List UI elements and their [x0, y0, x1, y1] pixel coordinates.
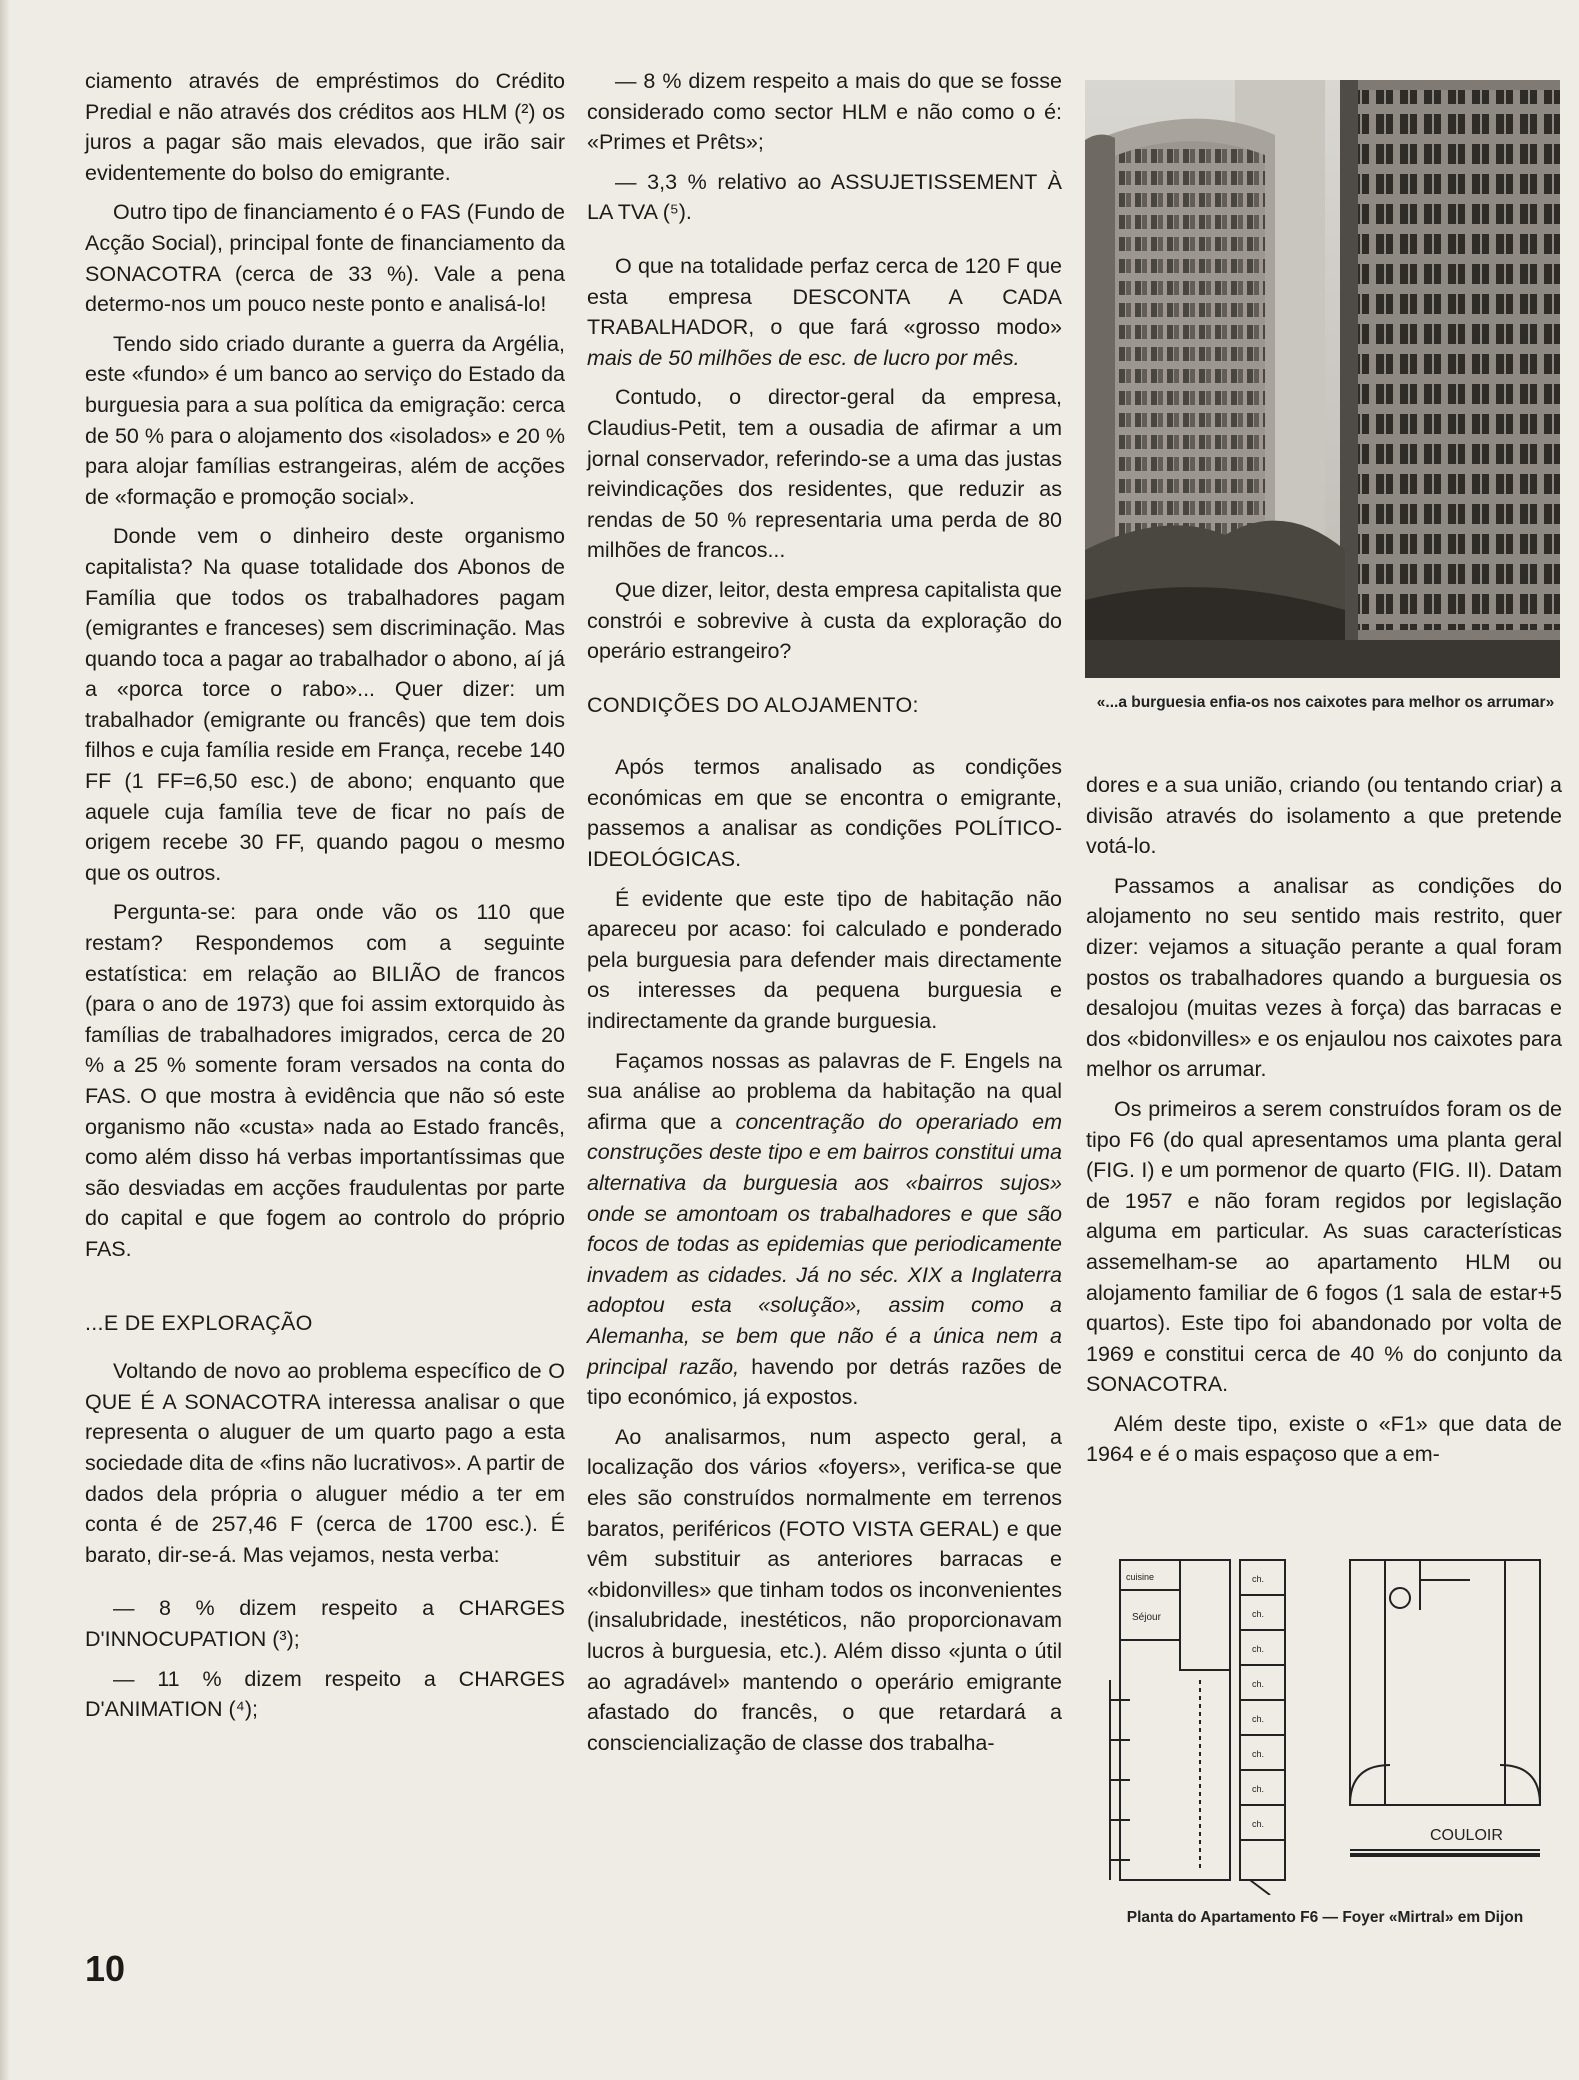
page-number: 10: [85, 1948, 126, 1989]
paragraph: Contudo, o director-geral da empresa, Claudius-Petit, tem a ousadia de afirmar a um jornal conservador, referindo-se a uma das justas reivindicações dos residentes, que reduzir as rendas de 50 % representaria uma perda de 80 milhões de francos...: [587, 385, 1062, 563]
plan-label-room: ch.: [1252, 1749, 1265, 1759]
building-photo: [1085, 80, 1560, 678]
emphasis: concentração do operariado em construções deste tipo e em bairros constitui uma alternativa da burguesia aos «bairros sujos» onde se amontoam os trabalhadores e que são focos de todas as epidemias que periodicamente invadem as cidades. Já no séc. XIX a Inglaterra adoptou esta «solução», assim como a Alemanha, se bem que não é a única nem a principal razão,: [587, 1109, 1062, 1379]
plan-caption: Planta do Apartamento F6 — Foyer «Mirtral» em Dijon: [1126, 1909, 1524, 1926]
plan-label-room: ch.: [1252, 1609, 1265, 1619]
paragraph: Após termos analisado as condições económicas em que se encontra o emigrante, passemos a analisar as condições POLÍTICO-IDEOLÓGICAS.: [587, 755, 1062, 872]
plan-label-sejour: Séjour: [1132, 1612, 1161, 1623]
list-item: — 3,3 % relativo ao ASSUJETISSEMENT À LA TVA (⁵).: [587, 169, 1062, 225]
list-item: — 8 % dizem respeito a CHARGES D'INNOCUPATION (³);: [85, 1596, 565, 1651]
plan-label-room: ch.: [1252, 1574, 1265, 1584]
paragraph: Ao analisarmos, num aspecto geral, a localização dos vários «foyers», verifica-se que eles são construídos normalmente em terrenos baratos, periféricos (FOTO VISTA GERAL) e que vêm substituir as anteriores barracas e «bidonvilles» que tinham todos os inconvenientes (insalubridade, inestéticos, não proporcionavam lucros à burguesia, etc.). Além disso «junta o útil ao agradável» mantendo o operário emigrante afastado do francês, o que retardará a consciencialização de classe dos trabalha-: [587, 1424, 1062, 1755]
plan-label-room: ch.: [1252, 1644, 1265, 1654]
spacer: [587, 237, 1062, 251]
text-run: Façamos nossas as palavras de F. Engels na sua análise ao problema da habitação na qual afirma que a: [587, 1048, 1062, 1134]
page-edge: [0, 0, 10, 2080]
column-1: [85, 66, 565, 1734]
paragraph: Passamos a analisar as condições do alojamento no seu sentido mais restrito, quer dizer: vejamos a situação perante a qual foram postos os trabalhadores quando a burguesia os desalojou (muitas vezes à força) das barracas e dos «bidonvilles» e os enjaulou nos caixotes para melhor os arrumar.: [1086, 873, 1562, 1082]
plan-label-room: ch.: [1252, 1714, 1265, 1724]
spacer: [85, 1579, 565, 1593]
column-3: [1086, 770, 1562, 1479]
plan-label-room: ch.: [1252, 1819, 1265, 1829]
list-item: — 8 % dizem respeito a mais do que se fosse considerado como sector HLM e não como o é: «Primes et Prêts»;: [587, 69, 1062, 155]
paragraph: Outro tipo de financiamento é o FAS (Fundo de Acção Social), principal fonte de financiamento da SONACOTRA (cerca de 33 %). Vale a pena determo-nos um pouco neste ponto e analisá-lo!: [85, 200, 565, 317]
paragraph: ciamento através de empréstimos do Crédito Predial e não através dos créditos aos HLM (²) os juros a pagar são mais elevados, que irão sair evidentemente do bolso do emigrante.: [85, 69, 565, 185]
paragraph: Os primeiros a serem construídos foram os de tipo F6 (do qual apresentamos uma planta geral (FIG. I) e um pormenor de quarto (FIG. II). Datam de 1957 e não foram regidos por legislação alguma em particular. As suas características assemelham-se ao apartamento HLM ou alojamento familiar de 6 fogos (1 sala de estar+5 quartos). Este tipo foi abandonado por volta de 1969 e constitui cerca de 40 % do conjunto da SONACOTRA.: [1086, 1096, 1562, 1397]
emphasis: mais de 50 milhões de esc. de lucro por mês.: [587, 345, 1020, 370]
plan-label-cuisine: cuisine: [1126, 1572, 1155, 1582]
paragraph: Além deste tipo, existe o «F1» que data de 1964 e é o mais espaçoso que a em-: [1086, 1411, 1562, 1467]
paragraph: dores e a sua união, criando (ou tentando criar) a divisão através do isolamento a que pretende votá-lo.: [1086, 773, 1562, 859]
floor-plan-figure: [1100, 1550, 1555, 1895]
text-run: havendo por detrás razões de tipo económico, já expostos.: [587, 1354, 1063, 1410]
column-2: [587, 66, 1062, 1767]
plan-label-corridor: COULOIR: [1430, 1827, 1503, 1844]
section-heading-alojamento: CONDIÇÕES DO ALOJAMENTO:: [587, 692, 919, 717]
paragraph: Pergunta-se: para onde vão os 110 que restam? Respondemos com a seguinte estatística: em relação ao BILIÃO de francos (para o ano de 1973) que foi assim extorquido às famílias de trabalhadores imigrados, cerca de 20 % a 25 % somente foram versados na conta do FAS. O que mostra à evidência que não só este organismo não «custa» nada ao Estado francês, como além disso há verbas importantíssimas que são desviadas em acções fraudulentas por parte do capital e que fogem ao controlo do próprio FAS.: [85, 900, 565, 1261]
plan-label-room: ch.: [1252, 1784, 1265, 1794]
spacer: [587, 676, 1062, 690]
list-item: — 11 % dizem respeito a CHARGES D'ANIMATION (⁴);: [85, 1666, 565, 1722]
paragraph: Tendo sido criado durante a guerra da Argélia, este «fundo» é um banco ao serviço do Estado da burguesia para a sua política da emigração: cerca de 50 % para o alojamento dos «isolados» e 20 % para alojar famílias estrangeiras, além de acções de «formação e promoção social».: [85, 331, 565, 509]
plan-label-room: ch.: [1252, 1679, 1265, 1689]
paragraph: É evidente que este tipo de habitação não apareceu por acaso: foi calculado e ponderado pela burguesia para defender mais directamente os interesses da pequena burguesia e indirectamente da grande burguesia.: [587, 886, 1062, 1034]
paragraph: Donde vem o dinheiro deste organismo capitalista? Na quase totalidade dos Abonos de Família que todos os trabalhadores pagam (emigrantes e franceses) sem discriminação. Mas quando toca a pagar ao trabalhador o abono, aí já a «porca torce o rabo»... Quer dizer: um trabalhador (emigrante ou francês) que tem dois filhos e cuja família reside em França, recebe 140 FF (1 FF=6,50 esc.) de abono; enquanto que aquele cuja família teve de ficar no país de origem recebe 30 FF, quando pagou o mesmo que os outros.: [85, 524, 565, 885]
building-photo-drawing: [1085, 80, 1560, 678]
paragraph: Que dizer, leitor, desta empresa capitalista que constrói e sobrevive à custa da exploração do operário estrangeiro?: [587, 577, 1062, 664]
spacer: [85, 1274, 565, 1308]
paragraph: Voltando de novo ao problema específico de O QUE É A SONACOTRA interessa analisar o que representa o aluguer de um quarto pago a esta sociedade dita de «fins não lucrativos». A partir de dados dela própria o aluguer médio a ter em conta é de 257,46 F (cerca de 1700 esc.). É barato, dir-se-á. Mas vejamos, nesta verba:: [85, 1359, 565, 1567]
paragraph: [587, 251, 1062, 373]
text-run: O que na totalidade perfaz cerca de 120 F que esta empresa DESCONTA A CADA TRABALHADOR, o que fará «grosso modo»: [587, 253, 1062, 340]
paragraph: [587, 1046, 1062, 1413]
floor-plan-drawing: [1100, 1550, 1555, 1895]
section-heading-exploracao: ...E DE EXPLORAÇÃO: [85, 1310, 313, 1335]
photo-caption: «...a burguesia enfia-os nos caixotes para melhor os arrumar»: [1096, 694, 1555, 711]
spacer: [587, 738, 1062, 752]
